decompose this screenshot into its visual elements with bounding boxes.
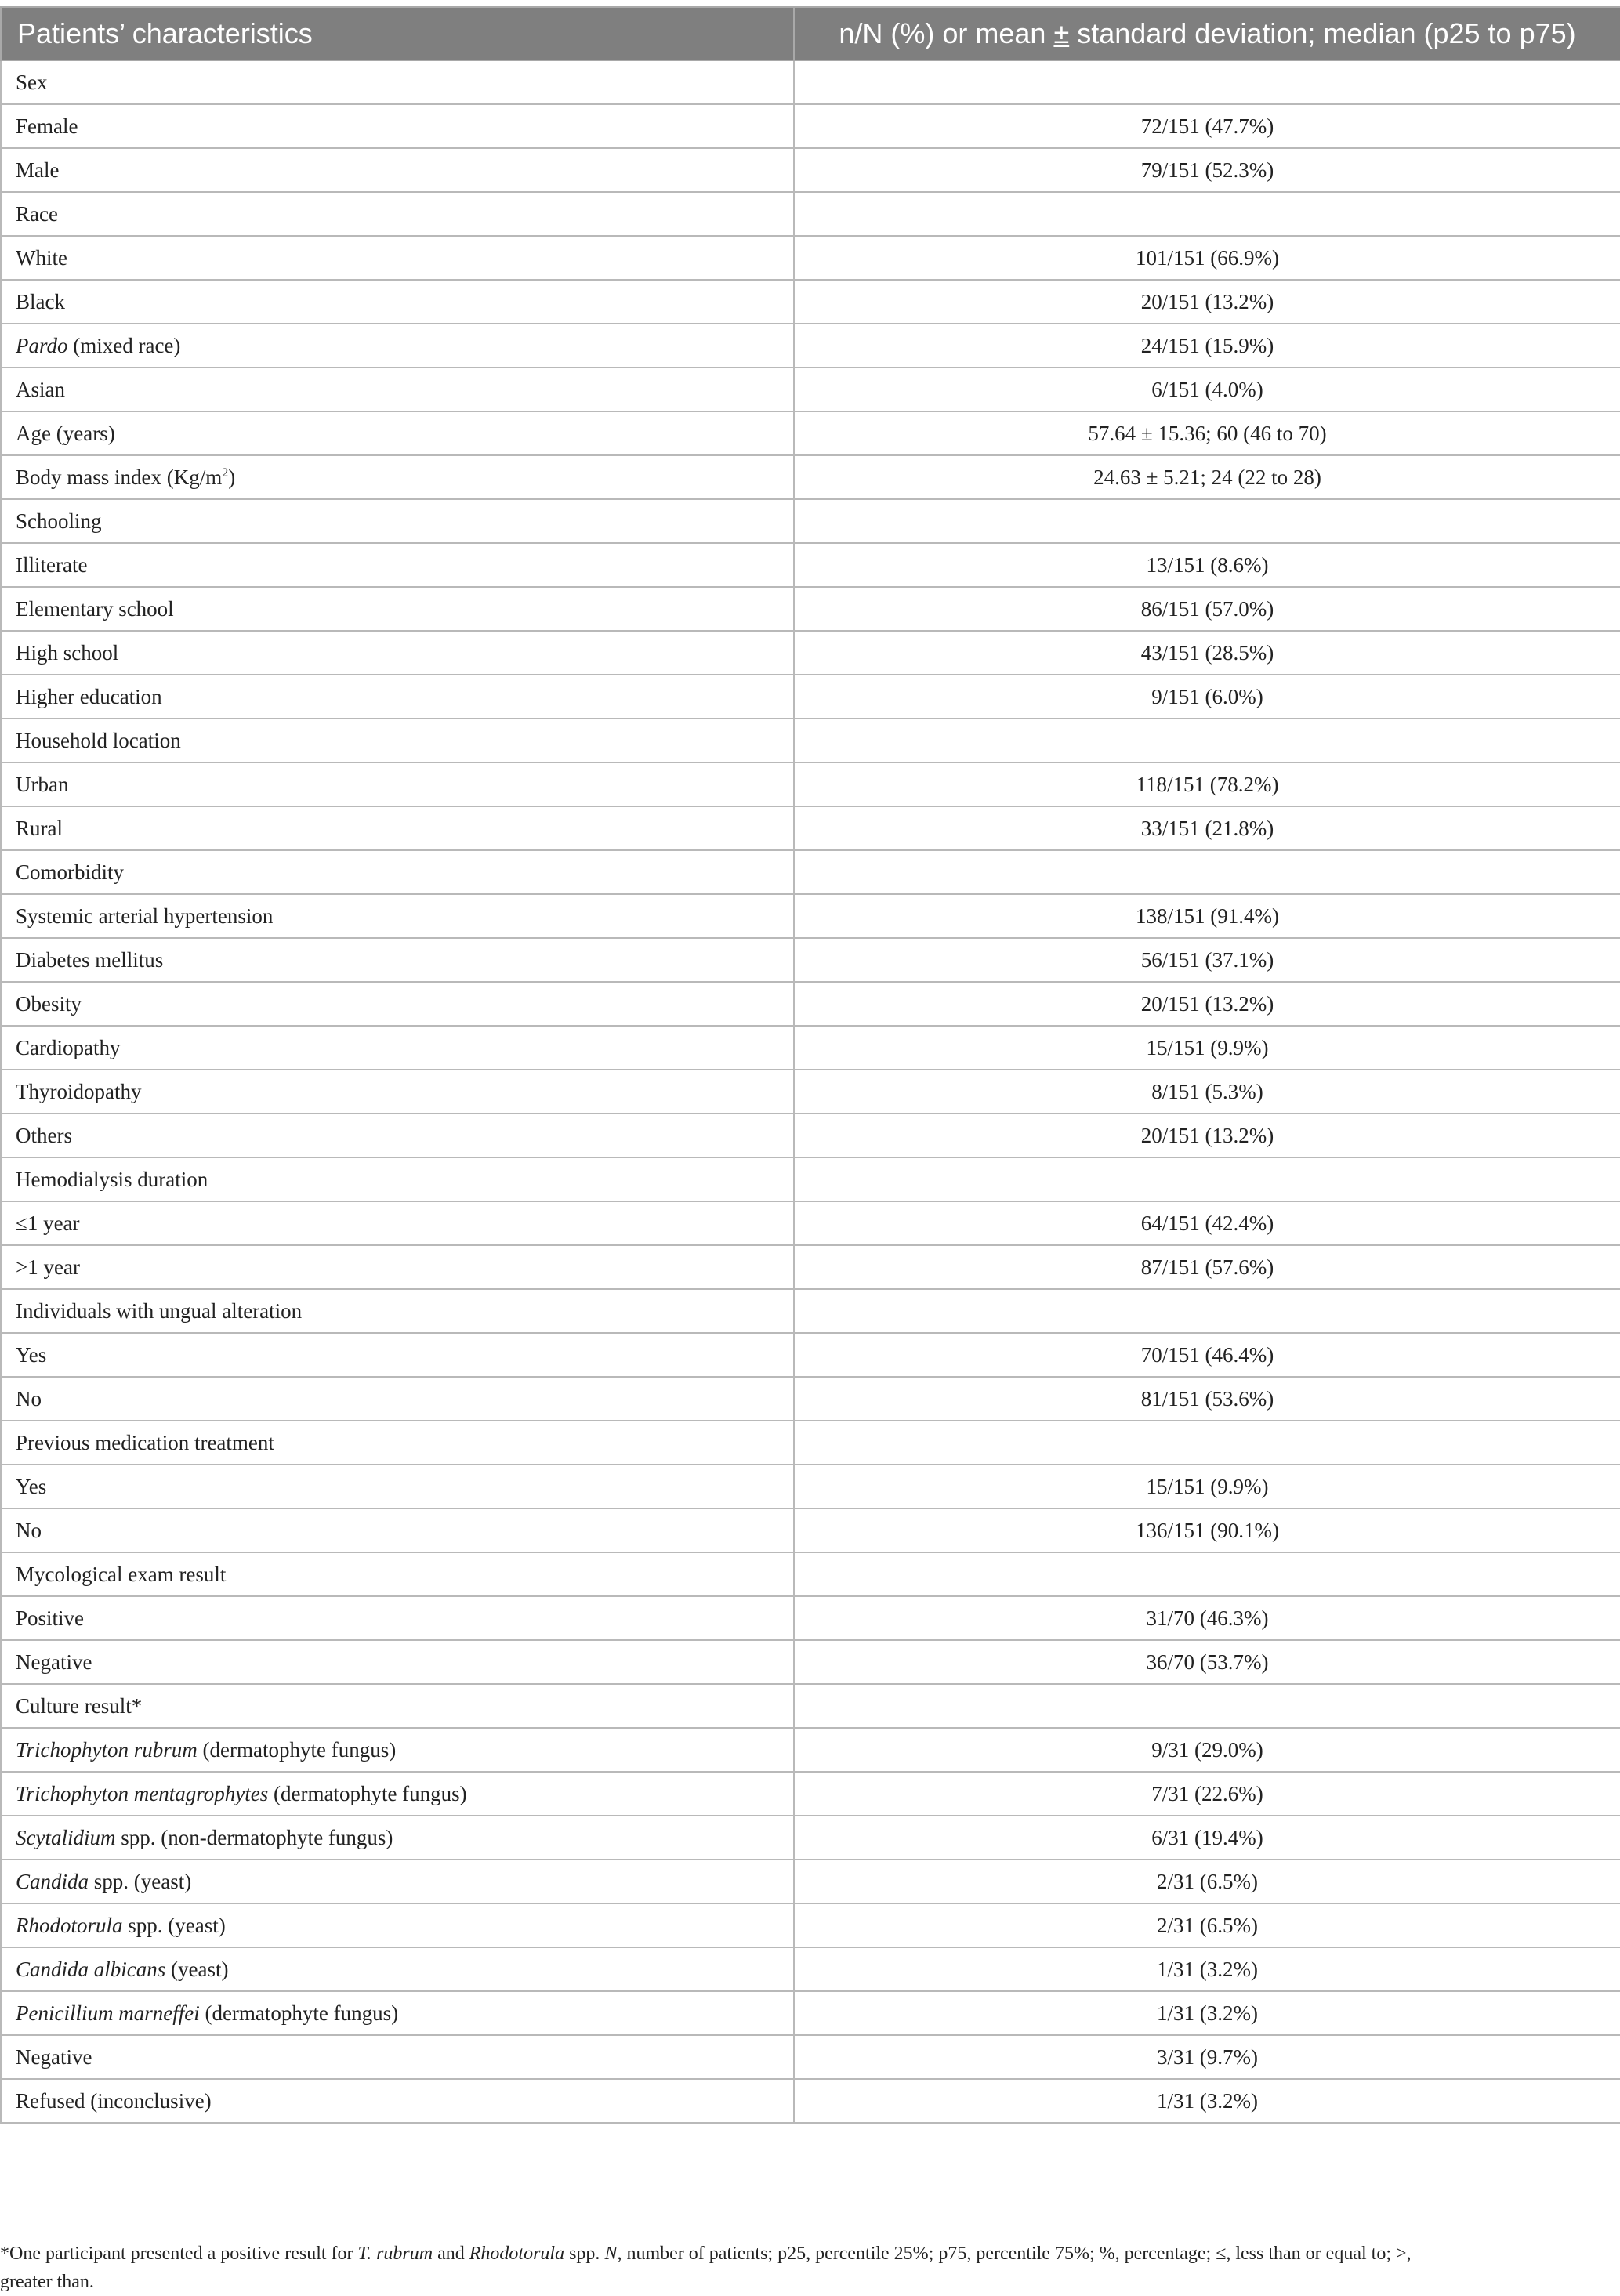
- row-label: Pardo (mixed race): [1, 324, 794, 368]
- row-label: Negative: [1, 2035, 794, 2079]
- row-label: Refused (inconclusive): [1, 2079, 794, 2123]
- table-row: [1, 2035, 1620, 2079]
- row-label: Penicillium marneffei (dermatophyte fungus): [1, 1991, 794, 2035]
- row-label: Others: [1, 1114, 794, 1157]
- table-row: [1, 631, 1620, 675]
- row-value: 43/151 (28.5%): [794, 631, 1620, 675]
- section-header-row: [1, 850, 1620, 894]
- table-row: [1, 762, 1620, 806]
- row-label: Culture result*: [1, 1684, 794, 1728]
- section-header-row: [1, 499, 1620, 543]
- table-row: [1, 1947, 1620, 1991]
- table-footnote: [0, 2240, 1615, 2296]
- table-row: [1, 1640, 1620, 1684]
- row-value: 20/151 (13.2%): [794, 1114, 1620, 1157]
- row-value: 6/151 (4.0%): [794, 368, 1620, 411]
- section-header-row: [1, 1157, 1620, 1201]
- table-row: [1, 1596, 1620, 1640]
- section-header-row: [1, 60, 1620, 104]
- row-label: Trichophyton mentagrophytes (dermatophyte fungus): [1, 1772, 794, 1816]
- section-header-row: [1, 719, 1620, 762]
- row-label: Candida albicans (yeast): [1, 1947, 794, 1991]
- table-row: [1, 806, 1620, 850]
- row-value: 118/151 (78.2%): [794, 762, 1620, 806]
- section-header-row: [1, 1421, 1620, 1465]
- row-value: [794, 1684, 1620, 1728]
- row-value: 24/151 (15.9%): [794, 324, 1620, 368]
- row-value: 2/31 (6.5%): [794, 1903, 1620, 1947]
- table-row: [1, 1508, 1620, 1552]
- row-value: 86/151 (57.0%): [794, 587, 1620, 631]
- row-value: 9/151 (6.0%): [794, 675, 1620, 719]
- row-label: Female: [1, 104, 794, 148]
- row-label: Yes: [1, 1465, 794, 1508]
- table-row: [1, 1114, 1620, 1157]
- row-value: [794, 1552, 1620, 1596]
- row-label: No: [1, 1377, 794, 1421]
- row-label: Sex: [1, 60, 794, 104]
- row-value: 36/70 (53.7%): [794, 1640, 1620, 1684]
- row-label: Hemodialysis duration: [1, 1157, 794, 1201]
- table-row: [1, 1026, 1620, 1070]
- row-value: 1/31 (3.2%): [794, 1991, 1620, 2035]
- row-value: 9/31 (29.0%): [794, 1728, 1620, 1772]
- table-row: [1, 1245, 1620, 1289]
- row-value: 7/31 (22.6%): [794, 1772, 1620, 1816]
- table-row: [1, 587, 1620, 631]
- row-label: Higher education: [1, 675, 794, 719]
- plus-minus-symbol: ±: [1053, 17, 1070, 49]
- row-label: Cardiopathy: [1, 1026, 794, 1070]
- section-header-row: [1, 1684, 1620, 1728]
- row-label: ≤1 year: [1, 1201, 794, 1245]
- table-row: [1, 1903, 1620, 1947]
- table-row: [1, 982, 1620, 1026]
- table-header-row: [1, 7, 1620, 60]
- row-label: Negative: [1, 1640, 794, 1684]
- table-row: [1, 2079, 1620, 2123]
- table-row: [1, 1816, 1620, 1860]
- row-value: 33/151 (21.8%): [794, 806, 1620, 850]
- table-row: [1, 236, 1620, 280]
- row-label: Male: [1, 148, 794, 192]
- row-value: 1/31 (3.2%): [794, 1947, 1620, 1991]
- row-value: [794, 719, 1620, 762]
- table-row: [1, 1333, 1620, 1377]
- row-label: Positive: [1, 1596, 794, 1640]
- row-label: Scytalidium spp. (non-dermatophyte fungus): [1, 1816, 794, 1860]
- table-row: [1, 1772, 1620, 1816]
- row-label: >1 year: [1, 1245, 794, 1289]
- table-row: [1, 1201, 1620, 1245]
- row-label: Rhodotorula spp. (yeast): [1, 1903, 794, 1947]
- row-value: [794, 1289, 1620, 1333]
- table-row: [1, 1465, 1620, 1508]
- row-label: Thyroidopathy: [1, 1070, 794, 1114]
- table-row: [1, 148, 1620, 192]
- row-label: Schooling: [1, 499, 794, 543]
- row-label: Illiterate: [1, 543, 794, 587]
- section-header-row: [1, 1552, 1620, 1596]
- table-row: [1, 938, 1620, 982]
- table-row: [1, 543, 1620, 587]
- row-label: White: [1, 236, 794, 280]
- row-value: [794, 1421, 1620, 1465]
- row-value: 79/151 (52.3%): [794, 148, 1620, 192]
- row-value: 87/151 (57.6%): [794, 1245, 1620, 1289]
- row-value: 70/151 (46.4%): [794, 1333, 1620, 1377]
- row-value: 81/151 (53.6%): [794, 1377, 1620, 1421]
- row-value: 3/31 (9.7%): [794, 2035, 1620, 2079]
- row-value: 72/151 (47.7%): [794, 104, 1620, 148]
- row-value: [794, 850, 1620, 894]
- header-stat-pre: n/N (%) or mean: [839, 17, 1054, 49]
- table-row: [1, 1728, 1620, 1772]
- row-label: Trichophyton rubrum (dermatophyte fungus): [1, 1728, 794, 1772]
- table-row: [1, 455, 1620, 499]
- table-row: [1, 368, 1620, 411]
- table-row: [1, 104, 1620, 148]
- table-row: [1, 1070, 1620, 1114]
- characteristics-table-container: [0, 6, 1620, 2124]
- header-stat-post: standard deviation; median (p25 to p75): [1069, 17, 1576, 49]
- row-value: 57.64 ± 15.36; 60 (46 to 70): [794, 411, 1620, 455]
- row-value: 2/31 (6.5%): [794, 1860, 1620, 1903]
- row-value: 24.63 ± 5.21; 24 (22 to 28): [794, 455, 1620, 499]
- row-label: Black: [1, 280, 794, 324]
- row-value: 1/31 (3.2%): [794, 2079, 1620, 2123]
- row-label: Previous medication treatment: [1, 1421, 794, 1465]
- characteristics-table: [0, 6, 1620, 2124]
- row-value: 13/151 (8.6%): [794, 543, 1620, 587]
- row-label: Comorbidity: [1, 850, 794, 894]
- table-row: [1, 1991, 1620, 2035]
- row-value: [794, 192, 1620, 236]
- row-value: 15/151 (9.9%): [794, 1465, 1620, 1508]
- row-label: Obesity: [1, 982, 794, 1026]
- row-label: Candida spp. (yeast): [1, 1860, 794, 1903]
- row-value: 20/151 (13.2%): [794, 280, 1620, 324]
- row-value: 31/70 (46.3%): [794, 1596, 1620, 1640]
- row-label: Mycological exam result: [1, 1552, 794, 1596]
- table-row: [1, 280, 1620, 324]
- table-row: [1, 1860, 1620, 1903]
- header-characteristics: Patients’ characteristics: [1, 7, 794, 60]
- table-body: [1, 60, 1620, 2123]
- row-label: Rural: [1, 806, 794, 850]
- table-row: [1, 675, 1620, 719]
- row-label: Body mass index $(Kg/m^2)$: [1, 455, 794, 499]
- section-header-row: [1, 192, 1620, 236]
- table-row: [1, 411, 1620, 455]
- row-label: Race: [1, 192, 794, 236]
- table-row: [1, 894, 1620, 938]
- row-value: [794, 1157, 1620, 1201]
- section-header-row: [1, 1289, 1620, 1333]
- table-row: [1, 324, 1620, 368]
- row-value: 136/151 (90.1%): [794, 1508, 1620, 1552]
- row-label: Elementary school: [1, 587, 794, 631]
- row-label: Diabetes mellitus: [1, 938, 794, 982]
- row-label: High school: [1, 631, 794, 675]
- row-label: Household location: [1, 719, 794, 762]
- row-value: 8/151 (5.3%): [794, 1070, 1620, 1114]
- footnote-line-2: greater than.: [0, 2272, 94, 2292]
- header-statistics: [794, 7, 1620, 60]
- row-value: 6/31 (19.4%): [794, 1816, 1620, 1860]
- row-value: 15/151 (9.9%): [794, 1026, 1620, 1070]
- row-value: [794, 60, 1620, 104]
- row-value: 138/151 (91.4%): [794, 894, 1620, 938]
- row-label: Individuals with ungual alteration: [1, 1289, 794, 1333]
- row-label: Systemic arterial hypertension: [1, 894, 794, 938]
- row-value: 56/151 (37.1%): [794, 938, 1620, 982]
- row-label: No: [1, 1508, 794, 1552]
- row-label: Yes: [1, 1333, 794, 1377]
- table-row: [1, 1377, 1620, 1421]
- row-label: Urban: [1, 762, 794, 806]
- row-value: 64/151 (42.4%): [794, 1201, 1620, 1245]
- row-value: 101/151 (66.9%): [794, 236, 1620, 280]
- row-value: 20/151 (13.2%): [794, 982, 1620, 1026]
- footnote-line-1: *One participant presented a positive result for T. rubrum and Rhodotorula spp. N, number of patients; p25, percentile 25%; p75, percentile 75%; %, percentage; ≤, less than or equal to; >,: [0, 2243, 1412, 2264]
- row-value: [794, 499, 1620, 543]
- row-label: Asian: [1, 368, 794, 411]
- row-label: Age (years): [1, 411, 794, 455]
